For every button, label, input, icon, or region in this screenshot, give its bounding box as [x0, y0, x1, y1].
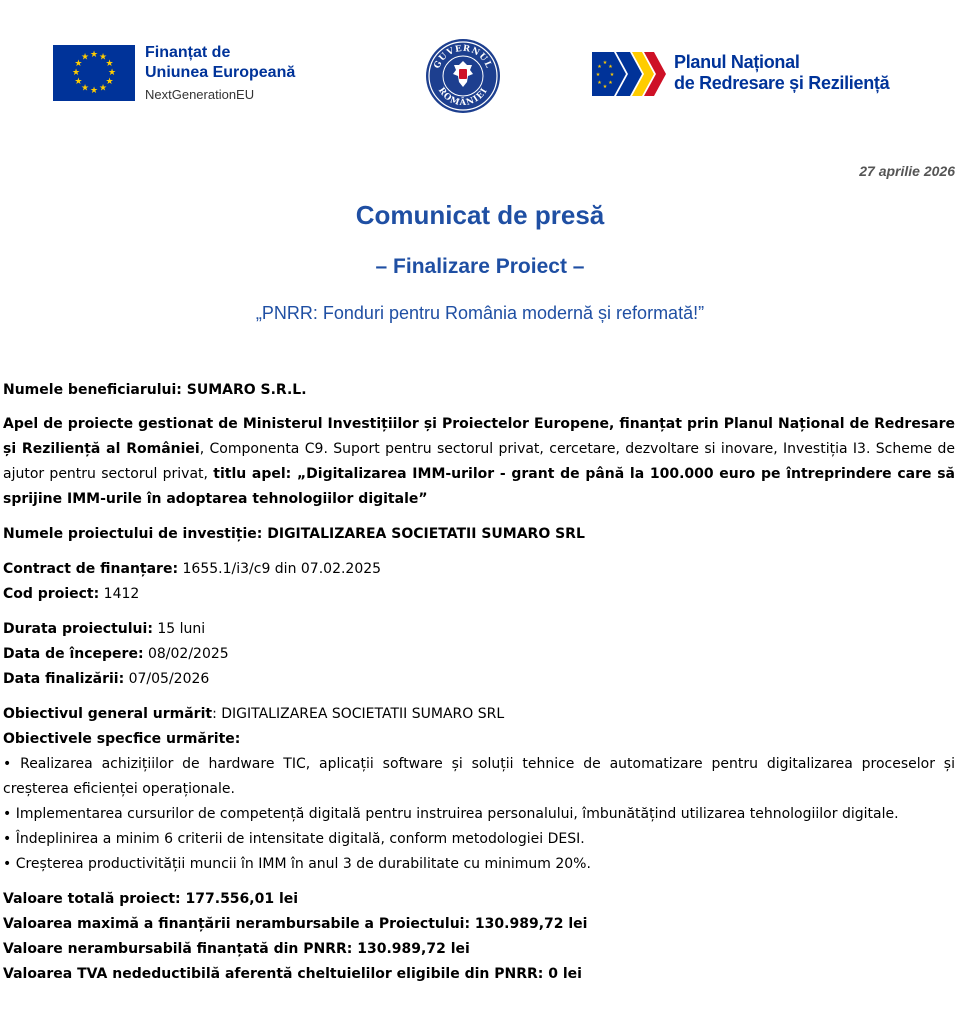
- pnrr-logo-line1: Planul Național: [674, 52, 800, 72]
- call-paragraph: [3, 412, 955, 512]
- call-title-label: titlu apel:: [213, 466, 292, 482]
- eu-flag-logo: [53, 45, 135, 101]
- svg-text:★: ★: [74, 59, 83, 69]
- start-date-value: 08/02/2025: [143, 646, 229, 662]
- end-date-label: Data finalizării:: [3, 671, 125, 687]
- duration-value: 15 luni: [152, 621, 206, 637]
- svg-text:★: ★: [602, 84, 608, 90]
- svg-text:★: ★: [105, 59, 114, 69]
- pnrr-arrow-logo: [592, 52, 666, 96]
- svg-text:★: ★: [105, 77, 114, 87]
- project-code-value: 1412: [99, 586, 140, 602]
- eu-logo-line2: Uniunea Europeană: [145, 64, 296, 81]
- contract-value: 1655.1/i3/c9 din 07.02.2025: [178, 561, 382, 577]
- svg-text:★: ★: [608, 64, 613, 70]
- project-code-label: Cod proiect:: [3, 586, 100, 602]
- value-total-line: Valoare totală proiect: 177.556,01 lei: [3, 891, 299, 907]
- end-date-line: [3, 667, 955, 692]
- eu-logo-line3: NextGenerationEU: [145, 87, 255, 102]
- general-objective-line: [3, 702, 955, 727]
- svg-text:★: ★: [98, 83, 108, 94]
- beneficiary-label: Numele beneficiarului:: [3, 382, 182, 398]
- specific-objective-item: • Realizarea achizițiilor de hardware TIC, aplicații software și soluții tehnice de automatizare pentru digitalizarea proceselor și creșterea eficienței operaționale.: [3, 756, 955, 797]
- project-name-value: DIGITALIZAREA SOCIETATII SUMARO SRL: [267, 526, 585, 542]
- svg-text:★: ★: [608, 80, 613, 86]
- slogan: „PNRR: Fonduri pentru România modernă și reformată!”: [255, 303, 705, 323]
- svg-text:★: ★: [609, 72, 615, 78]
- call-title-value: „Digitalizarea IMM-urilor - grant de până la 100.000 euro pe întreprindere care să sprijine IMM-urile în adoptarea tehnologiilor digitale”: [3, 466, 955, 507]
- end-date-value: 07/05/2026: [124, 671, 210, 687]
- svg-text:★: ★: [80, 52, 90, 63]
- svg-text:★: ★: [602, 60, 608, 66]
- svg-text:ROMÂNIEI: ROMÂNIEI: [435, 85, 491, 109]
- pnrr-logo-line2: de Redresare și Reziliență: [674, 73, 890, 93]
- contract-colon: :: [172, 561, 179, 577]
- government-seal-logo: [424, 37, 502, 115]
- svg-text:★: ★: [597, 64, 602, 70]
- svg-text:GUVERNUL: GUVERNUL: [432, 43, 494, 71]
- svg-text:★: ★: [89, 86, 99, 96]
- start-date-label: Data de începere:: [3, 646, 144, 662]
- press-release-body: [3, 378, 955, 987]
- specific-objectives-label: Obiectivele specfice urmărite:: [3, 731, 241, 747]
- svg-text:★: ★: [595, 72, 601, 78]
- value-max-funding-line: Valoarea maximă a finanțării nerambursabile a Proiectului: 130.989,72 lei: [3, 916, 588, 932]
- svg-text:★: ★: [80, 83, 90, 94]
- call-intro: Apel de proiecte gestionat de Ministerul Investițiilor și Proiectelor Europene, finanțat prin Planul Național de Redresare și Reziliență al României: [3, 416, 955, 457]
- project-name-line: [3, 522, 955, 547]
- svg-text:★: ★: [74, 77, 83, 87]
- duration-label: Durata proiectului:: [3, 621, 153, 637]
- svg-text:★: ★: [597, 80, 602, 86]
- contract-line: [3, 557, 955, 582]
- project-name-label: Numele proiectului de investiție:: [3, 526, 263, 542]
- page-title: Comunicat de presă: [355, 200, 605, 230]
- specific-objective-item: • Implementarea cursurilor de competență digitală pentru instruirea personalului, îmbunătățind utilizarea tehnologiilor digitale.: [3, 806, 899, 822]
- call-component: , Componenta C9. Suport pentru sectorul privat, cercetare, dezvoltare si inovare, Investiția I3. Scheme de ajutor pentru sectorul privat,: [3, 441, 955, 482]
- beneficiary-line: [3, 378, 955, 403]
- svg-text:★: ★: [98, 52, 108, 63]
- specific-objective-item: • Creșterea productivității muncii în IMM în anul 3 de durabilitate cu minimum 20%.: [3, 856, 591, 872]
- contract-label: Contract de finanțare: [3, 561, 173, 577]
- beneficiary-value: SUMARO S.R.L.: [186, 382, 307, 398]
- svg-text:★: ★: [71, 68, 81, 78]
- start-date-line: [3, 642, 955, 667]
- value-pnrr-funding-line: Valoare nerambursabilă finanțată din PNRR: 130.989,72 lei: [3, 941, 470, 957]
- svg-text:★: ★: [89, 50, 99, 60]
- project-code-line: [3, 582, 955, 607]
- page-subtitle: – Finalizare Proiect –: [375, 255, 585, 278]
- specific-objective-item: • Îndeplinirea a minim 6 criterii de intensitate digitală, conform metodologiei DESI.: [3, 831, 585, 847]
- general-objective-colon: :: [212, 706, 217, 722]
- eu-logo-line1: Finanțat de: [145, 44, 231, 61]
- general-objective-label: Obiectivul general urmărit: [3, 706, 213, 722]
- logo-bar: [0, 0, 960, 140]
- general-objective-value: DIGITALIZAREA SOCIETATII SUMARO SRL: [216, 706, 505, 722]
- svg-text:★: ★: [107, 68, 117, 78]
- press-release-date: 27 aprilie 2026: [859, 163, 955, 179]
- duration-line: [3, 617, 955, 642]
- value-vat-line: Valoarea TVA nedeductibilă aferentă cheltuielilor eligibile din PNRR: 0 lei: [3, 966, 582, 982]
